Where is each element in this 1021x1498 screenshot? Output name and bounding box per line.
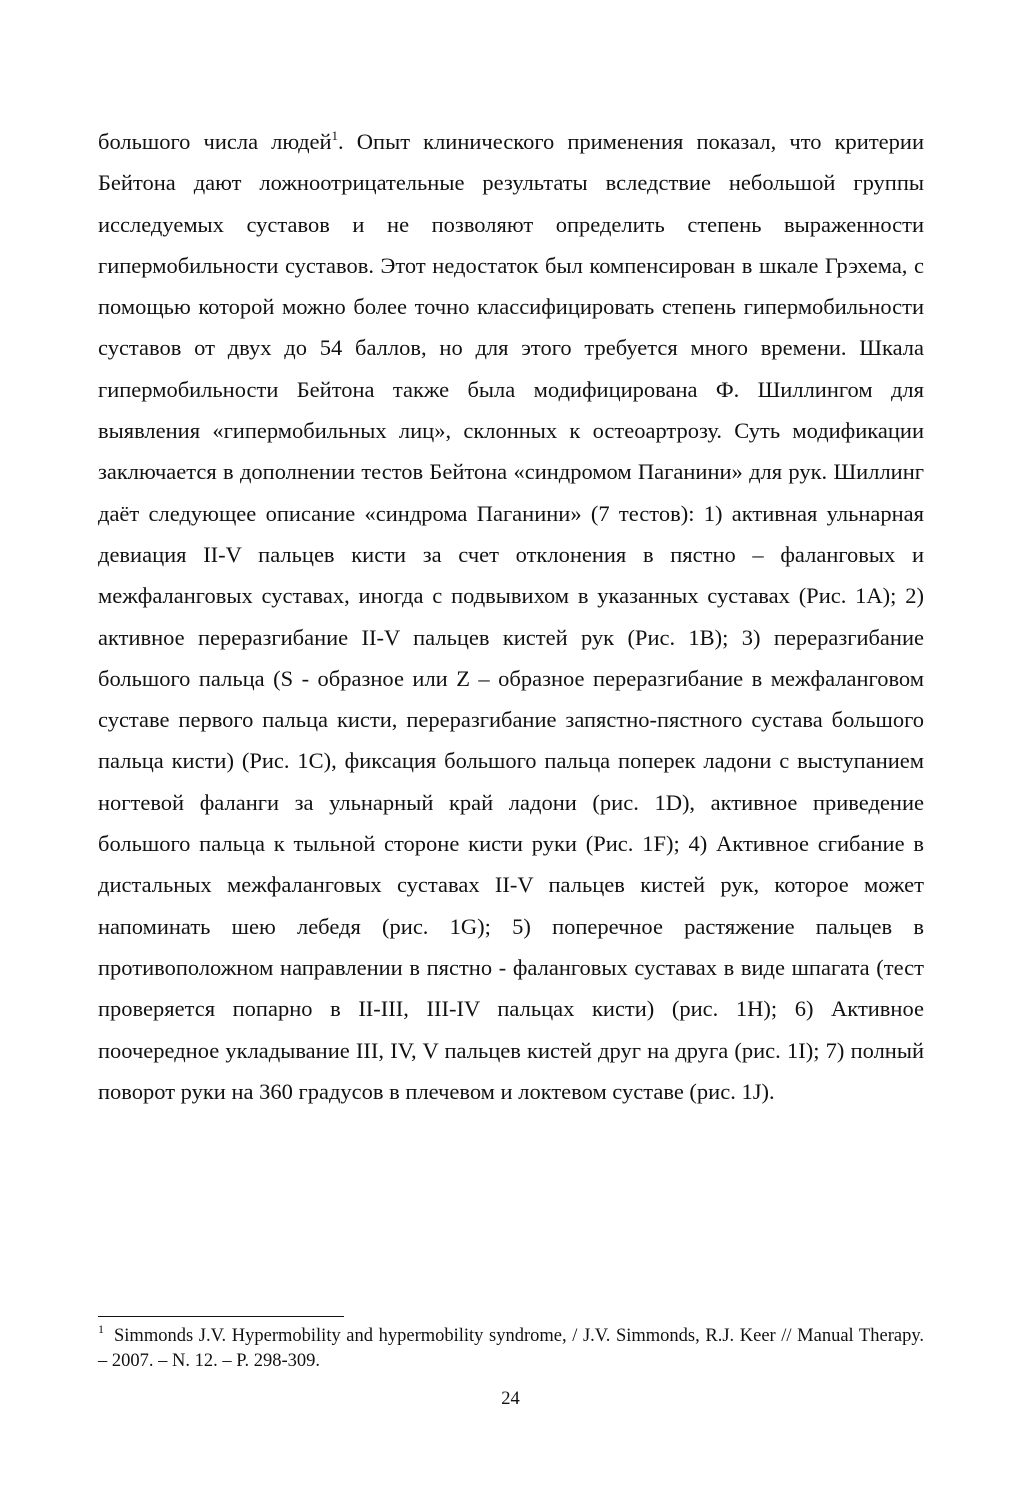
page-number: 24 [501,1389,520,1409]
body-paragraph [98,121,924,1112]
paragraph-text-rest: . Опыт клинического применения показал, что критерии Бейтона дают ложноотрицательные результаты вследствие небольшой группы исследуемых суставов и не позволяют определить степень выраженности гипермобильности суставов. Этот недостаток был компенсирован в шкале Грэхема, с помощью которой можно более точно классифицировать степень гипермобильности суставов от двух до 54 баллов, но для этого требуется много времени. Шкала гипермобильности Бейтона также была модифицирована Ф. Шиллингом для выявления «гипермобильных лиц», склонных к остеоартрозу. Суть модификации заключается в дополнении тестов Бейтона «синдромом Паганини» для рук. Шиллинг даёт следующее описание «синдрома Паганини» (7 тестов): 1) активная ульнарная девиация II-V пальцев кисти за счет отклонения в пястно – фаланговых и межфаланговых суставах, иногда с подвывихом в указанных суставах (Рис. 1A); 2) активное переразгибание II-V пальцев кистей рук (Рис. 1B); 3) переразгибание большого пальца (S - образное или Z – образное переразгибание в межфаланговом суставе первого пальца кисти, переразгибание запястно-пястного сустава большого пальца кисти) (Рис. 1C), фиксация большого пальца поперек ладони с выступанием ногтевой фаланги за ульнарный край ладони (рис. 1D), активное приведение большого пальца к тыльной стороне кисти руки (Рис. 1F); 4) Активное сгибание в дистальных межфаланговых суставах II-V пальцев кистей рук, которое может напоминать шею лебедя (рис. 1G); 5) поперечное растяжение пальцев в противоположном направлении в пястно - фаланговых суставах в виде шпагата (тест проверяется попарно в II-III, III-IV пальцах кисти) (рис. 1H); 6) Активное поочередное укладывание III, IV, V пальцев кистей друг на друга (рис. 1I); 7) полный поворот руки на 360 градусов в плечевом и локтевом суставе (рис. 1J). [98,129,924,1104]
footnote-separator [98,1316,344,1317]
footnote-text: Simmonds J.V. Hypermobility and hypermobility syndrome, / J.V. Simmonds, R.J. Keer // Manual Therapy. – 2007. – N. 12. – P. 298-309. [98,1326,924,1371]
footnote-reference: 1 [331,128,339,143]
footnote [98,1324,924,1374]
paragraph-text-start: большого числа людей [98,129,332,154]
footnote-mark: 1 [98,1322,104,1336]
